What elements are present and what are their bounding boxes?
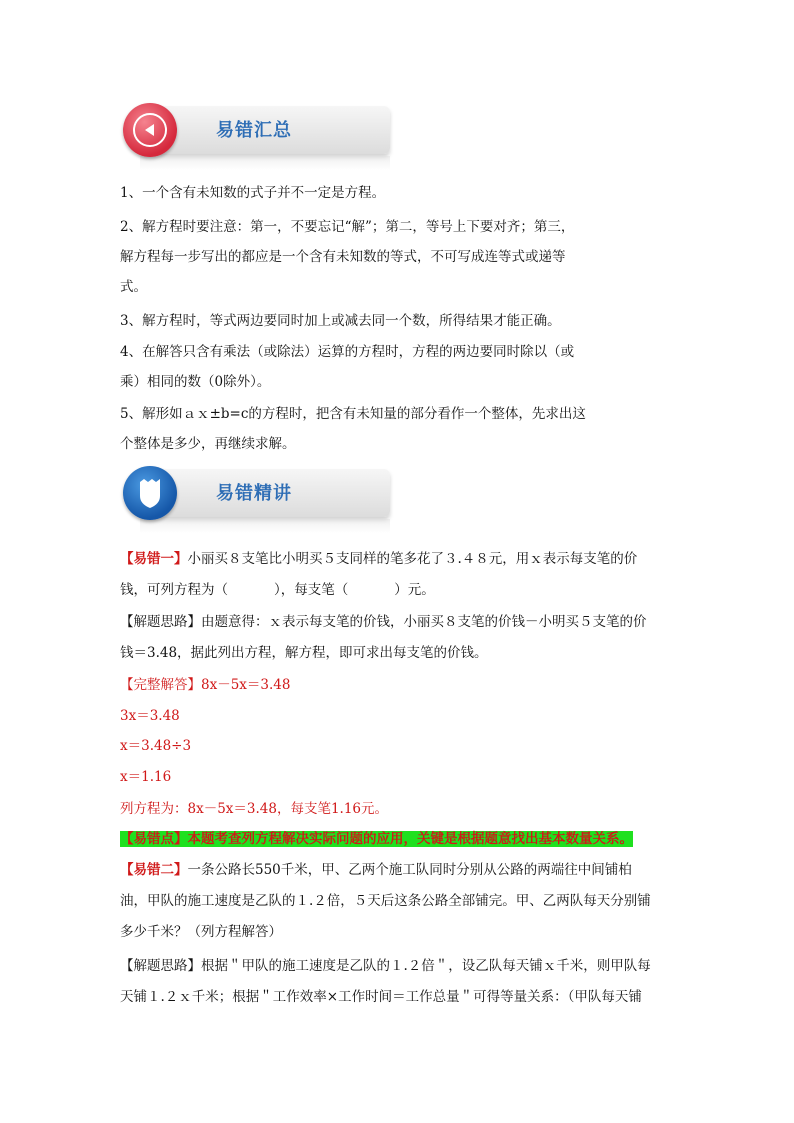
section-banner-explain: [120, 467, 392, 519]
question-2-line-3: 多少千米？（列方程解答）: [120, 924, 282, 940]
banner-reflection: [140, 156, 390, 170]
answer-1-conclusion: 列方程为：8x－5x＝3.48，每支笔1.16元。: [120, 801, 389, 817]
think-2-line-1: [120, 956, 651, 976]
answer-1-eq-2: 3x＝3.48: [120, 708, 180, 724]
question-1-text: 小丽买８支笔比小明买５支同样的笔多花了３.４８元，用ｘ表示每支笔的价: [187, 551, 638, 567]
think-1-line-1: [120, 612, 647, 632]
summary-item-5: 5、解形如ａｘ±b=c的方程时，把含有未知量的部分看作一个整体，先求出这: [120, 406, 586, 422]
section-banner-summary: [120, 104, 392, 156]
answer-1-tag: 【完整解答】: [120, 677, 201, 693]
section-title-explain: 易错精讲: [216, 483, 292, 504]
question-2-line-2: 油，甲队的施工速度是乙队的１.２倍，５天后这条公路全部铺完。甲、乙两队每天分别铺: [120, 893, 651, 909]
answer-1-eq-1: 8x－5x＝3.48: [201, 677, 291, 693]
think-2-text: 根据＂甲队的施工速度是乙队的１.２倍＂，设乙队每天铺ｘ千米，则甲队每: [201, 958, 651, 974]
error-point-1-text: 【易错点】本题考查列方程解决实际问题的应用，关键是根据题意找出基本数量关系。: [120, 831, 633, 847]
summary-item-4: 4、在解答只含有乘法（或除法）运算的方程时，方程的两边要同时除以（或: [120, 344, 575, 360]
question-1-text-c: ）元。: [394, 582, 435, 598]
think-1-line-2: 钱＝3.48，据此列出方程，解方程，即可求出每支笔的价钱。: [120, 645, 488, 661]
section-title-summary: 易错汇总: [216, 120, 292, 141]
think-2-tag: 【解题思路】: [120, 958, 201, 974]
question-1-tag: 【易错一】: [120, 551, 188, 567]
question-2-line-1: [120, 860, 632, 880]
summary-item-5-cont: 个整体是多少，再继续求解。: [120, 436, 296, 452]
question-1-text-b: ），每支笔（: [274, 582, 349, 598]
shield-icon: [123, 466, 177, 520]
question-1-line-1: [120, 549, 637, 569]
think-2-line-2: 天铺１.２ｘ千米；根据＂工作效率×工作时间＝工作总量＂可得等量关系：（甲队每天铺: [120, 989, 642, 1005]
think-1-text: 由题意得：ｘ表示每支笔的价钱，小丽买８支笔的价钱－小明买５支笔的价: [201, 614, 647, 630]
answer-1-eq-4: x＝1.16: [120, 769, 172, 785]
question-2-tag: 【易错二】: [120, 862, 188, 878]
summary-item-2-end: 式。: [120, 279, 147, 295]
banner-reflection: [140, 519, 390, 533]
summary-item-2-cont: 解方程每一步写出的都应是一个含有未知数的等式，不可写成连等式或递等: [120, 249, 566, 265]
error-point-1: [120, 829, 633, 849]
summary-item-2: 2、解方程时要注意：第一，不要忘记“解”；第二，等号上下要对齐；第三，: [120, 219, 575, 235]
question-2-text: 一条公路长550千米，甲、乙两个施工队同时分别从公路的两端往中间铺柏: [187, 862, 632, 878]
summary-item-1: 1、一个含有未知数的式子并不一定是方程。: [120, 185, 386, 201]
summary-item-3: 3、解方程时，等式两边要同时加上或减去同一个数，所得结果才能正确。: [120, 313, 561, 329]
back-arrow-icon: [123, 103, 177, 157]
summary-item-4-cont: 乘）相同的数（0除外）。: [120, 374, 271, 390]
think-1-tag: 【解题思路】: [120, 614, 201, 630]
answer-1-line-1: [120, 675, 290, 695]
question-1-text-a: 钱，可列方程为（: [120, 582, 228, 598]
answer-1-eq-3: x＝3.48÷3: [120, 738, 192, 754]
question-1-line-2: [120, 580, 435, 600]
